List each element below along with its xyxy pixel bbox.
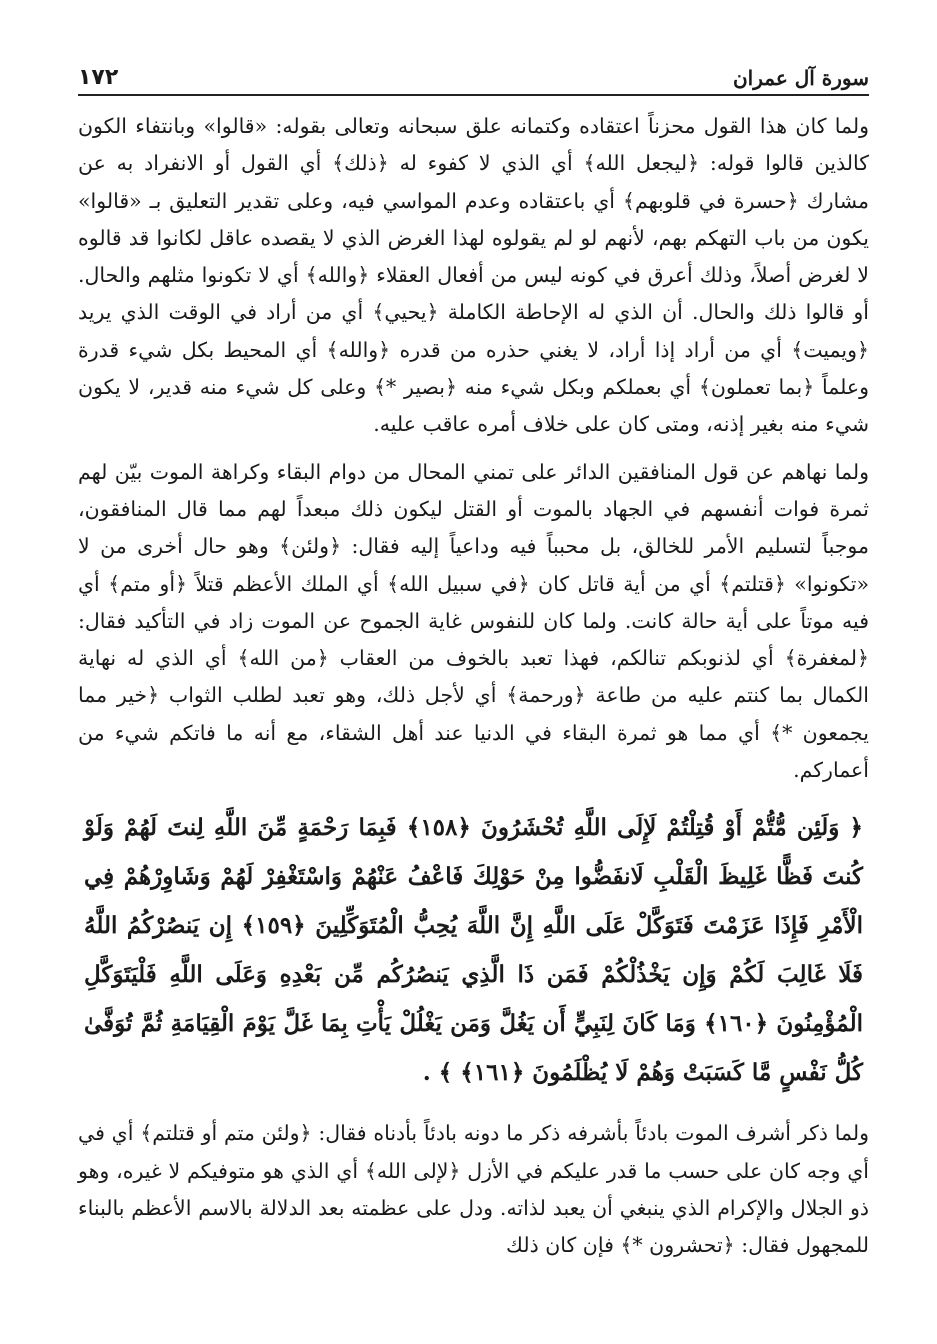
quran-verses-block: ﴿ وَلَئِن مُّتُّمْ أَوْ قُتِلْتُمْ لَإِلَى اللَّهِ تُحْشَرُونَ ﴿١٥٨﴾ فَبِمَا رَحْمَةٍ مِّنَ اللَّهِ لِنتَ لَهُمْ وَلَوْ كُنتَ فَظًّا غَلِيظَ الْقَلْبِ لَانفَضُّوا مِنْ حَوْلِكَ فَاعْفُ عَنْهُمْ وَاسْتَغْفِرْ لَهُمْ وَشَاوِرْهُمْ فِي الْأَمْرِ فَإِذَا عَزَمْتَ فَتَوَكَّلْ عَلَى اللَّهِ إِنَّ اللَّهَ يُحِبُّ الْمُتَوَكِّلِينَ ﴿١٥٩﴾ إِن يَنصُرْكُمُ اللَّهُ فَلَا غَالِبَ لَكُمْ وَإِن يَخْذُلْكُمْ فَمَن ذَا الَّذِي يَنصُرُكُم مِّن بَعْدِهِ وَعَلَى اللَّهِ فَلْيَتَوَكَّلِ الْمُؤْمِنُونَ ﴿١٦٠﴾ وَمَا كَانَ لِنَبِيٍّ أَن يَغُلَّ وَمَن يَغْلُلْ يَأْتِ بِمَا غَلَّ يَوْمَ الْقِيَامَةِ ثُمَّ تُوَفَّىٰ كُلُّ نَفْسٍ مَّا كَسَبَتْ وَهُمْ لَا يُظْلَمُونَ ﴿١٦١﴾ ﴾ .	[84, 814, 864, 1087]
page-number: ١٧٢	[78, 65, 119, 90]
commentary-paragraph-1: ولما كان هذا القول محزناً اعتقاده وكتمانه علق سبحانه وتعالى بقوله: «قالوا» وبانتفاء الكون كالذين قالوا قوله: ﴿ليجعل الله﴾ أي الذي لا كفوء له ﴿ذلك﴾ أي القول أو الانفراد به عن مشارك ﴿حسرة في قلوبهم﴾ أي باعتقاده وعدم المواسي فيه، وعلى تقدير التعليق بـ «قالوا» يكون من باب التهكم بهم، لأنهم لو لم يقولوه لهذا الغرض الذي لا يقصده عاقل لكانوا قد قالوه لا لغرض أصلاً، وذلك أعرق في كونه ليس من أفعال العقلاء ﴿والله﴾ أي لا تكونوا مثلهم والحال. أو قالوا ذلك والحال. أن الذي له الإحاطة الكاملة ﴿يحيي﴾ أي من أراد في الوقت الذي يريد ﴿ويميت﴾ أي من أراد إذا أراد، لا يغني حذره من قدره ﴿والله﴾ أي المحيط بكل شيء قدرة وعلماً ﴿بما تعملون﴾ أي بعملكم وبكل شيء منه ﴿بصير *﴾ وعلى كل شيء منه قدير، لا يكون شيء منه بغير إذنه، ومتى كان على خلاف أمره عاقب عليه.	[78, 114, 869, 437]
page-content	[78, 108, 869, 1275]
commentary-paragraph-2: ولما نهاهم عن قول المنافقين الدائر على تمني المحال من دوام البقاء وكراهة الموت بيّن لهم ثمرة فوات أنفسهم في الجهاد بالموت أو القتل ليكون ذلك مبعداً لهم مما قال المنافقون، موجباً لتسليم الأمر للخالق، بل محبباً فيه وداعياً إليه فقال: ﴿ولئن﴾ وهو حال أخرى من لا «تكونوا» ﴿قتلتم﴾ أي من أية قاتل كان ﴿في سبيل الله﴾ أي الملك الأعظم قتلاً ﴿أو متم﴾ أي فيه موتاً على أية حالة كانت. ولما كان للنفوس غاية الجموح عن الموت زاد في التأكيد فقال: ﴿لمغفرة﴾ أي لذنوبكم تنالكم، فهذا تعبد بالخوف من العقاب ﴿من الله﴾ أي الذي له نهاية الكمال بما كنتم عليه من طاعة ﴿ورحمة﴾ أي لأجل ذلك، وهو تعبد لطلب الثواب ﴿خير مما يجمعون *﴾ أي مما هو ثمرة البقاء في الدنيا عند أهل الشقاء، مع أنه ما فاتكم شيء من أعماركم.	[78, 459, 869, 783]
page-header	[78, 58, 869, 96]
commentary-paragraph-3: ولما ذكر أشرف الموت بادئاً بأشرفه ذكر ما دونه بادئاً بأدناه فقال: ﴿ولئن متم أو قتلتم﴾ أي في أي وجه كان على حسب ما قدر عليكم في الأزل ﴿لإلى الله﴾ أي الذي هو متوفيكم لا غيره، وهو ذو الجلال والإكرام الذي ينبغي أن يعبد لذاته. ودل على عظمته بعد الدلالة بالاسم الأعظم بالبناء للمجهول فقال: ﴿تحشرون *﴾ فإن كان ذلك	[78, 1121, 869, 1258]
surah-title: سورة آل عمران	[732, 66, 869, 90]
